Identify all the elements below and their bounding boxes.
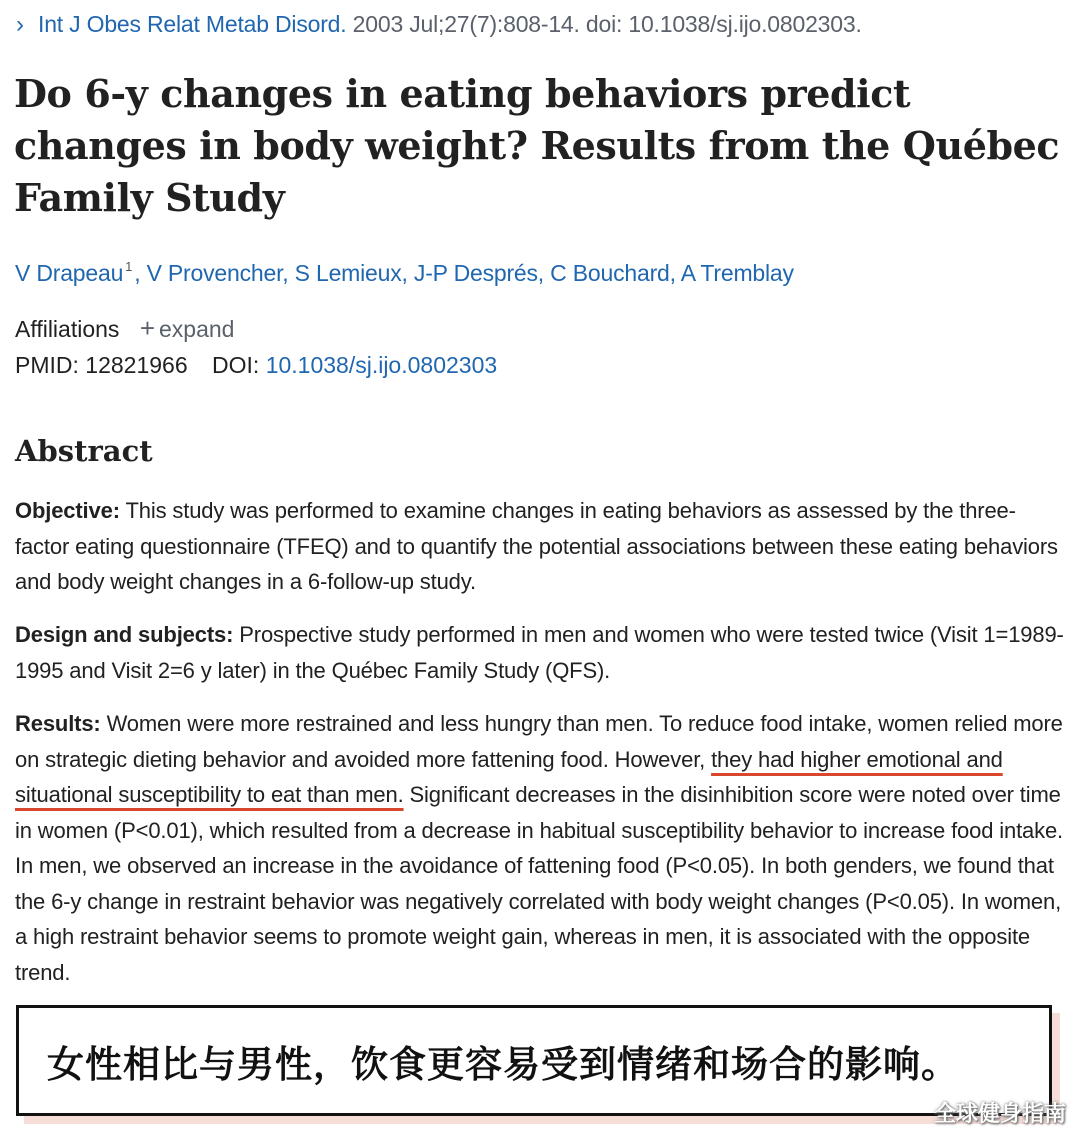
citation-details: 2003 Jul;27(7):808-14. doi: 10.1038/sj.ijo.0802303. — [352, 11, 862, 37]
plus-icon: + — [139, 313, 155, 343]
design-text: Prospective study performed in men and women who were tested twice (Visit 1=1989-1995 and Visit 2=6 y later) in the Québec Family Study (QFS). — [15, 622, 1064, 683]
affiliation-superscript[interactable]: 1 — [125, 259, 133, 274]
results-highlighted-sentence: they had higher emotional and situational susceptibility to eat than men. — [15, 746, 1003, 807]
watermark: 全球健身指南 — [933, 1102, 1066, 1127]
identifiers-row — [15, 352, 497, 379]
doi-link[interactable]: 10.1038/sj.ijo.0802303 — [265, 352, 498, 378]
results-label: Results: — [15, 711, 101, 736]
affiliations-label: Affiliations — [15, 316, 120, 342]
doi-label: DOI: — [212, 352, 260, 378]
design-label: Design and subjects: — [15, 622, 234, 647]
expand-label: expand — [159, 316, 235, 342]
results-paragraph — [15, 706, 1067, 990]
author-link-first[interactable]: V Drapeau — [15, 260, 124, 286]
objective-paragraph — [15, 493, 1067, 600]
objective-text: This study was performed to examine changes in eating behaviors as assessed by the three-factor eating questionnaire (TFEQ) and to quantify the potential associations between these eating behaviors and body weight changes in a 6-follow-up study. — [15, 498, 1058, 594]
callout-text: 女性相比与男性，饮食更容易受到情绪和场合的影响。 — [47, 1042, 959, 1086]
pmid-value: 12821966 — [85, 352, 188, 378]
objective-label: Objective: — [15, 498, 120, 523]
citation-line — [16, 11, 862, 39]
affiliations-expand-button[interactable] — [139, 313, 235, 343]
design-paragraph — [15, 617, 1067, 688]
affiliations-row — [15, 313, 234, 344]
abstract-heading: Abstract — [15, 434, 153, 468]
pmid-label: PMID: — [15, 352, 79, 378]
chevron-right-icon[interactable]: › — [16, 11, 24, 38]
results-text-before: Women were more restrained and less hungry than men. To reduce food intake, women relied more on strategic dieting behavior and avoided more fattening food. However, — [15, 711, 1063, 772]
article-title: Do 6-y changes in eating behaviors predict changes in body weight? Results from the Québec Family Study — [14, 71, 1060, 220]
callout-box — [16, 1005, 1052, 1116]
results-text-after: Significant decreases in the disinhibition score were noted over time in women (P<0.01), which resulted from a decrease in habitual susceptibility behavior to increase food intake. In men, we observed an increase in the avoidance of fattening food (P<0.05). In both genders, we found that the 6-y change in restraint behavior was negatively correlated with body weight changes (P<0.05). In women, a high restraint behavior seems to promote weight gain, whereas in men, it is associated with the opposite trend. — [15, 782, 1064, 985]
author-list — [15, 259, 794, 287]
author-links-rest[interactable]: , V Provencher, S Lemieux, J-P Després, C Bouchard, A Tremblay — [134, 260, 794, 286]
journal-link[interactable]: Int J Obes Relat Metab Disord. — [38, 11, 347, 37]
